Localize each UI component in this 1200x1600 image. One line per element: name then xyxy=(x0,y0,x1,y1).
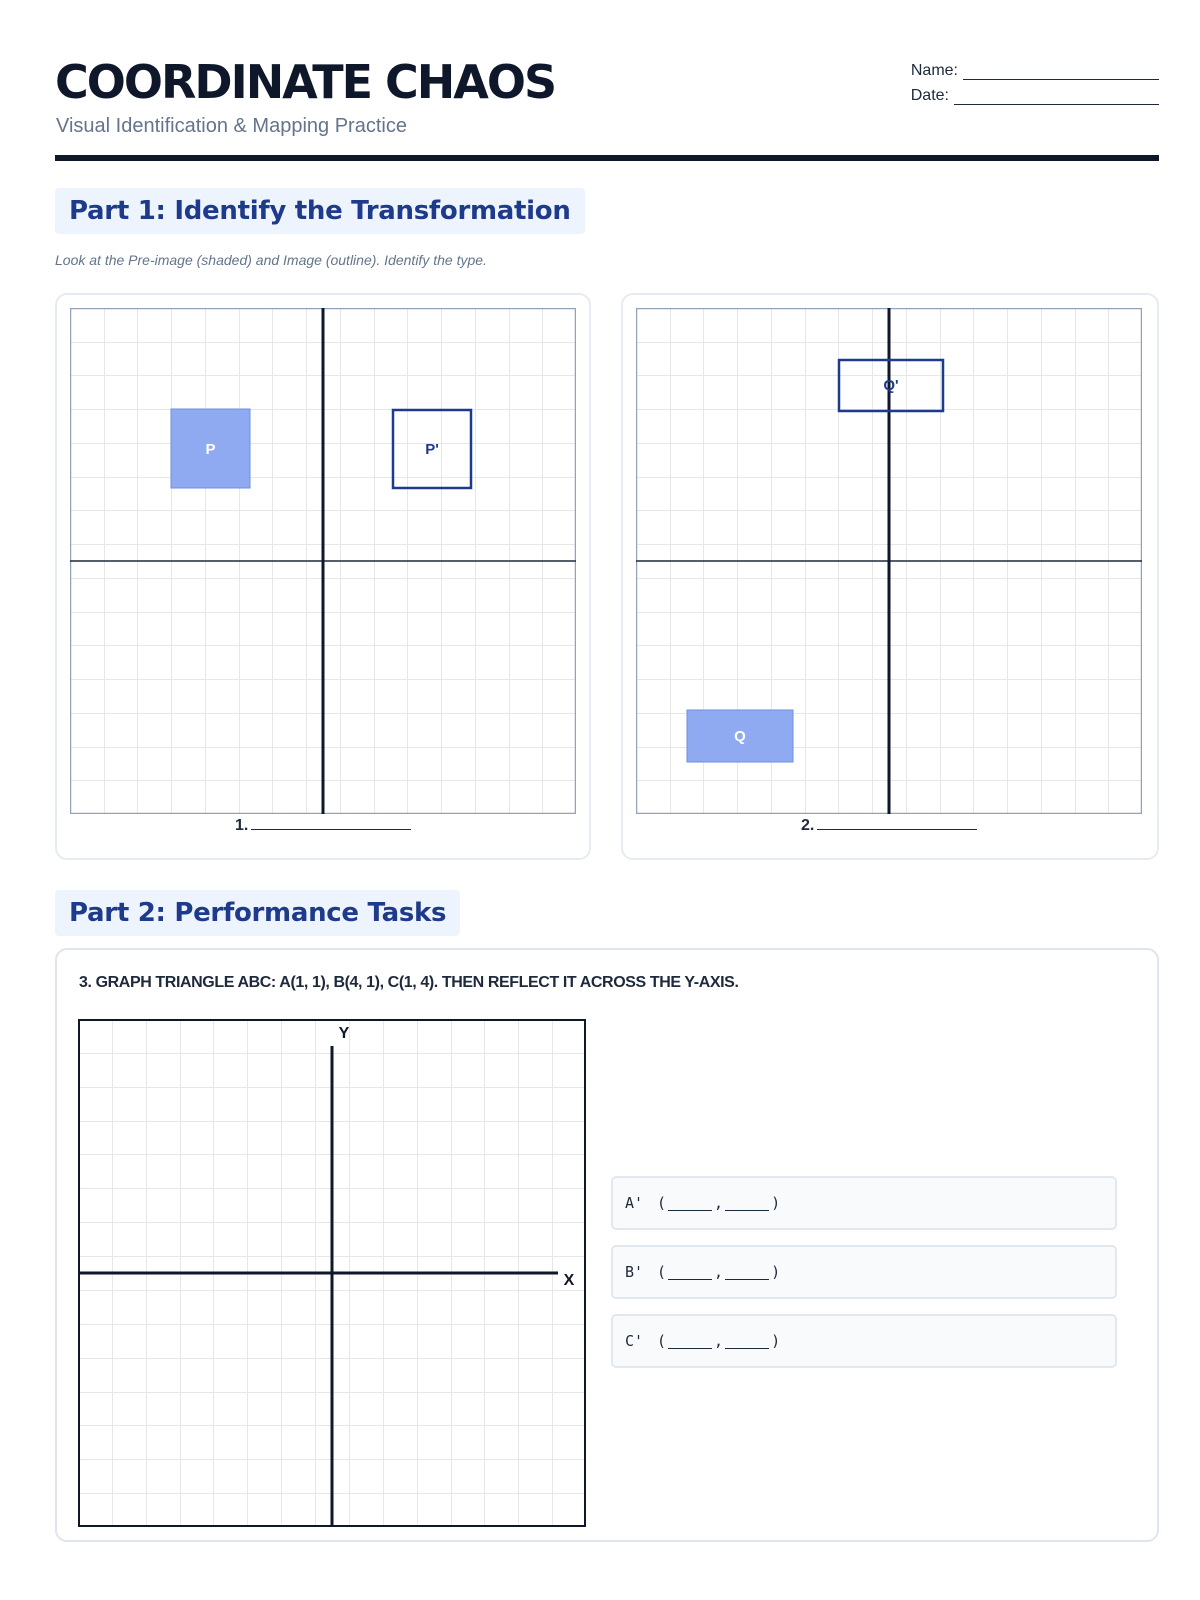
comma: , xyxy=(714,1332,724,1350)
task-3-prompt: 3. GRAPH TRIANGLE ABC: A(1, 1), B(4, 1), C(1, 4). THEN REFLECT IT ACROSS THE Y-AXIS. xyxy=(79,974,739,991)
name-field[interactable] xyxy=(899,55,1159,80)
b-prime-x-blank[interactable] xyxy=(668,1265,712,1280)
answer-a-prime[interactable] xyxy=(611,1176,1117,1230)
date-label: Date: xyxy=(910,87,949,104)
a-prime-y-blank[interactable] xyxy=(725,1196,769,1211)
problem-2-grid xyxy=(636,308,1142,814)
date-field[interactable] xyxy=(899,80,1159,105)
preimage-p-label: P xyxy=(205,441,216,458)
image-q-prime-label: Q' xyxy=(883,377,899,394)
c-prime-x-blank[interactable] xyxy=(668,1334,712,1349)
student-info-fields xyxy=(899,55,1159,105)
close-paren: ) xyxy=(771,1263,781,1281)
worksheet-header xyxy=(55,52,1159,162)
problem-1-answer[interactable] xyxy=(235,817,411,835)
close-paren: ) xyxy=(771,1194,781,1212)
problem-2-number: 2. xyxy=(801,817,815,834)
problem-2-answer[interactable] xyxy=(801,817,977,835)
header-divider xyxy=(55,155,1159,161)
date-blank[interactable] xyxy=(954,89,1159,105)
problem-1-grid xyxy=(70,308,576,814)
point-b-prime-label: B' xyxy=(625,1263,644,1281)
problem-2-card xyxy=(621,293,1159,860)
preimage-q-label: Q xyxy=(734,728,746,745)
open-paren: ( xyxy=(657,1194,667,1212)
c-prime-y-blank[interactable] xyxy=(725,1334,769,1349)
comma: , xyxy=(714,1194,724,1212)
name-blank[interactable] xyxy=(963,64,1159,80)
task-3-graph[interactable] xyxy=(78,1019,586,1527)
answer-b-prime[interactable] xyxy=(611,1245,1117,1299)
part2-heading: Part 2: Performance Tasks xyxy=(55,890,460,936)
part1-instructions: Look at the Pre-image (shaded) and Image (outline). Identify the type. xyxy=(55,252,487,268)
problem-1-number: 1. xyxy=(235,817,249,834)
open-paren: ( xyxy=(657,1263,667,1281)
worksheet-title: COORDINATE CHAOS xyxy=(55,55,556,109)
name-label: Name: xyxy=(910,62,958,79)
comma: , xyxy=(714,1263,724,1281)
task-3-card xyxy=(55,948,1159,1542)
problem-2-answer-blank[interactable] xyxy=(817,817,977,830)
x-axis-label: X xyxy=(563,1272,575,1289)
y-axis-label: Y xyxy=(338,1025,350,1042)
part1-heading: Part 1: Identify the Transformation xyxy=(55,188,585,234)
problem-1-answer-blank[interactable] xyxy=(251,817,411,830)
point-a-prime-label: A' xyxy=(625,1194,644,1212)
close-paren: ) xyxy=(771,1332,781,1350)
answer-c-prime[interactable] xyxy=(611,1314,1117,1368)
problem-1-card xyxy=(55,293,591,860)
worksheet-subtitle: Visual Identification & Mapping Practice xyxy=(56,115,407,137)
image-p-prime-label: P' xyxy=(425,441,439,458)
open-paren: ( xyxy=(657,1332,667,1350)
point-c-prime-label: C' xyxy=(625,1332,644,1350)
b-prime-y-blank[interactable] xyxy=(725,1265,769,1280)
a-prime-x-blank[interactable] xyxy=(668,1196,712,1211)
